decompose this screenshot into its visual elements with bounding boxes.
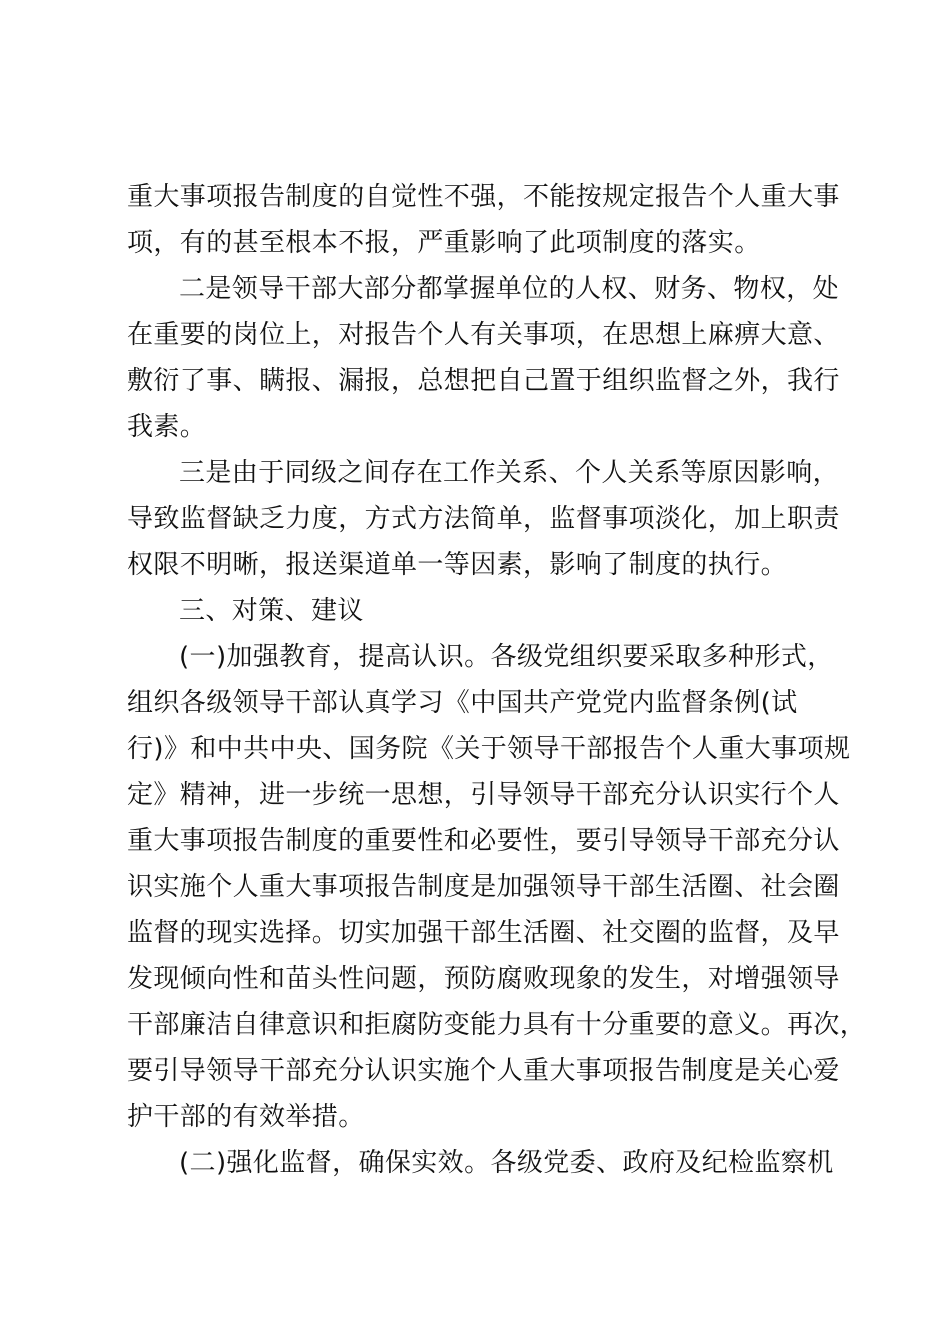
text-line: 导致监督缺乏力度，方式方法简单，监督事项淡化，加上职责: [127, 504, 840, 534]
text-line: 项，有的甚至根本不报，严重影响了此项制度的落实。: [127, 228, 761, 258]
text-line: 三是由于同级之间存在工作关系、个人关系等原因影响，: [179, 458, 840, 488]
text-line: 监督的现实选择。切实加强干部生活圈、社交圈的监督，及早: [127, 918, 840, 948]
text-line: 识实施个人重大事项报告制度是加强领导干部生活圈、社会圈: [127, 872, 840, 902]
text-line: 我素。: [127, 412, 207, 442]
text-line: 干部廉洁自律意识和拒腐防变能力具有十分重要的意义。再次，: [127, 1010, 867, 1040]
text-line: (二)强化监督，确保实效。各级党委、政府及纪检监察机: [179, 1148, 834, 1178]
text-line: 重大事项报告制度的自觉性不强，不能按规定报告个人重大事: [127, 182, 840, 212]
document-body: [127, 174, 867, 1186]
text-line: 发现倾向性和苗头性问题，预防腐败现象的发生，对增强领导: [127, 964, 840, 994]
text-line: 行)》和中共中央、国务院《关于领导干部报告个人重大事项规: [127, 734, 851, 764]
text-line: 三、对策、建议: [179, 596, 364, 626]
text-line: 组织各级领导干部认真学习《中国共产党党内监督条例(试: [127, 688, 798, 718]
text-line: 重大事项报告制度的重要性和必要性，要引导领导干部充分认: [127, 826, 840, 856]
text-line: 权限不明晰，报送渠道单一等因素，影响了制度的执行。: [127, 550, 788, 580]
text-line: 在重要的岗位上，对报告个人有关事项，在思想上麻痹大意、: [127, 320, 840, 350]
text-line: 定》精神，进一步统一思想，引导领导干部充分认识实行个人: [127, 780, 840, 810]
text-line: 护干部的有效举措。: [127, 1102, 365, 1132]
text-line: 二是领导干部大部分都掌握单位的人权、财务、物权，处: [179, 274, 840, 304]
text-line: 要引导领导干部充分认识实施个人重大事项报告制度是关心爱: [127, 1056, 840, 1086]
text-line: (一)加强教育，提高认识。各级党组织要采取多种形式，: [179, 642, 834, 672]
text-line: 敷衍了事、瞒报、漏报，总想把自己置于组织监督之外，我行: [127, 366, 840, 396]
